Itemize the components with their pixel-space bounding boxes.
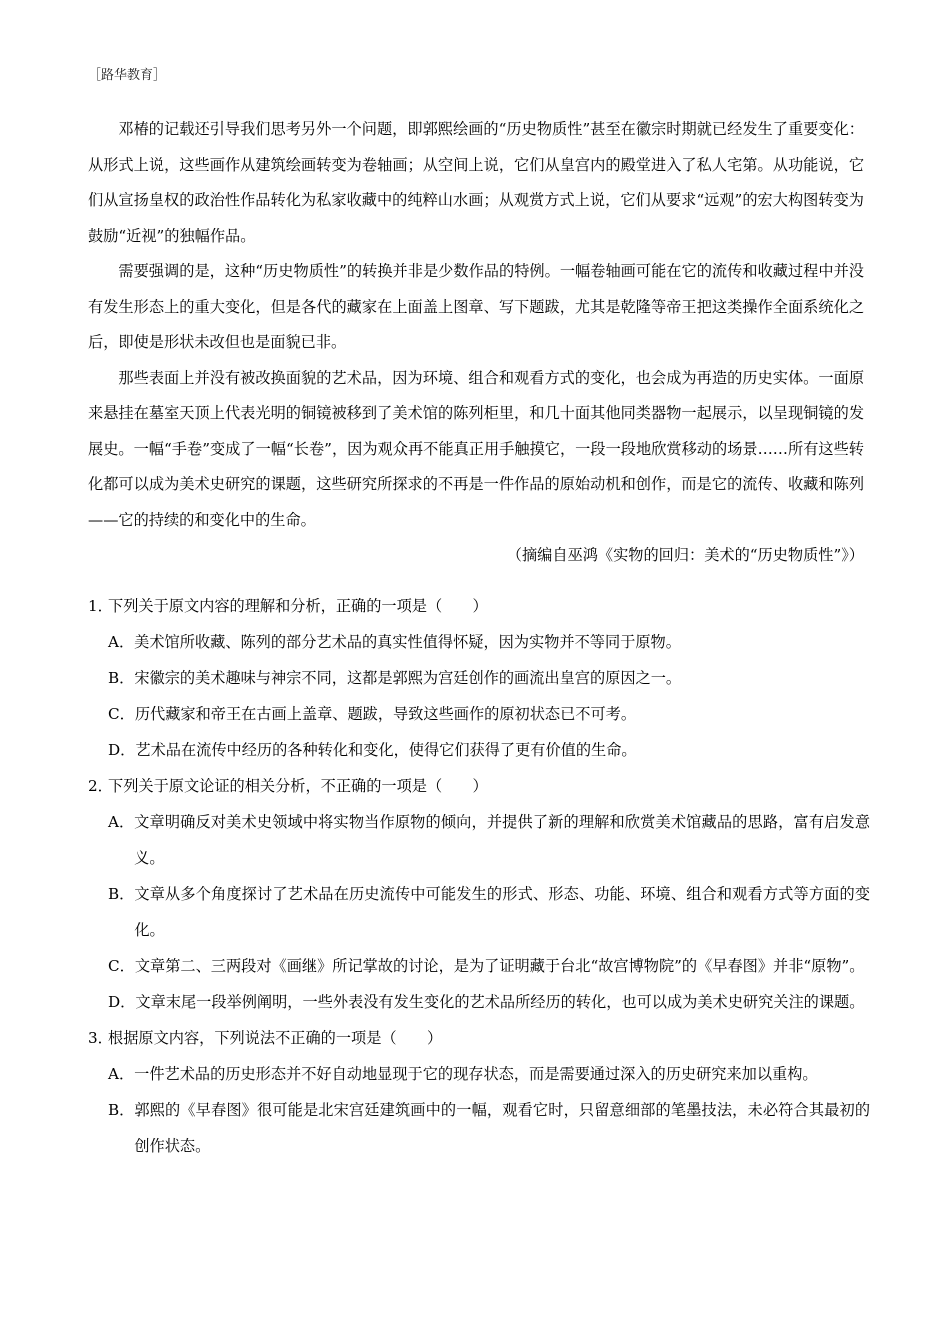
question-3 [88,1020,870,1164]
option-letter: D． [108,993,136,1011]
option-b [88,876,870,948]
option-text: 一件艺术品的历史形态并不好自动地显现于它的现存状态，而是需要通过深入的历史研究来加以重构。 [134,1065,818,1083]
header-tag: ［路华教育］ [88,68,167,83]
option-text: 文章从多个角度探讨了艺术品在历史流传中可能发生的形式、形态、功能、环境、组合和观看方式等方面的变化。 [134,885,870,939]
option-text: 文章末尾一段举例阐明，一些外表没有发生变化的艺术品所经历的转化，也可以成为美术史研究关注的课题。 [135,993,865,1011]
option-text: 艺术品在流传中经历的各种转化和变化，使得它们获得了更有价值的生命。 [135,741,637,759]
question-stem [88,1020,870,1056]
option-d [88,732,870,768]
option-a [88,1056,870,1092]
option-letter: B． [108,885,135,903]
passage-paragraph-2: 需要强调的是，这种“历史物质性”的转换并非是少数作品的特例。一幅卷轴画可能在它的流传和收藏过程中并没有发生形态上的重大变化，但是各代的藏家在上面盖上图章、写下题跋，尤其是乾隆等帝王把这类操作全面系统化之后，即使是形状未改但也是面貌已非。 [88,262,864,351]
option-text: 历代藏家和帝王在古画上盖章、题跋，导致这些画作的原初状态已不可考。 [134,705,636,723]
option-b [88,660,870,696]
question-text: 下列关于原文内容的理解和分析，正确的一项是（ ） [108,597,488,615]
option-letter: B． [108,669,135,687]
option-text: 文章第二、三两段对《画继》所记掌故的讨论，是为了证明藏于台北“故宫博物院”的《早春图》并非“原物”。 [134,957,865,975]
passage-source: （摘编自巫鸿《实物的回归：美术的“历史物质性”》） [506,546,864,564]
question-text: 下列关于原文论证的相关分析，不正确的一项是（ ） [108,777,488,795]
option-d [88,984,870,1020]
question-2 [88,768,870,1020]
question-text: 根据原文内容，下列说法不正确的一项是（ ） [108,1029,443,1047]
option-letter: D． [108,741,136,759]
passage-paragraph-1: 邓椿的记载还引导我们思考另外一个问题，即郭熙绘画的“历史物质性”甚至在徽宗时期就已经发生了重要变化：从形式上说，这些画作从建筑绘画转变为卷轴画；从空间上说，它们从皇宫内的殿堂进入了私人宅第。从功能说，它们从宣扬皇权的政治性作品转化为私家收藏中的纯粹山水画；从观赏方式上说，它们从要求“远观”的宏大构图转变为鼓励“近视”的独幅作品。 [88,120,864,245]
option-text: 郭熙的《早春图》很可能是北宋宫廷建筑画中的一幅，观看它时，只留意细部的笔墨技法，未必符合其最初的创作状态。 [134,1101,870,1155]
option-a [88,624,870,660]
option-b [88,1092,870,1164]
passage [88,112,864,574]
option-c [88,696,870,732]
option-letter: C． [108,705,135,723]
question-number: 1． [88,597,113,615]
question-stem [88,768,870,804]
option-letter: A． [108,1065,135,1083]
option-a [88,804,870,876]
option-c [88,948,870,984]
option-text: 美术馆所收藏、陈列的部分艺术品的真实性值得怀疑，因为实物并不等同于原物。 [134,633,681,651]
option-letter: B． [108,1101,135,1119]
passage-paragraph-3: 那些表面上并没有被改换面貌的艺术品，因为环境、组合和观看方式的变化，也会成为再造的历史实体。一面原来悬挂在墓室天顶上代表光明的铜镜被移到了美术馆的陈列柜里，和几十面其他同类器物一起展示，以呈现铜镜的发展史。一幅“手卷”变成了一幅“长卷”，因为观众再不能真正用手触摸它，一段一段地欣赏移动的场景……所有这些转化都可以成为美术史研究的课题，这些研究所探求的不再是一件作品的原始动机和创作，而是它的流传、收藏和陈列——它的持续的和变化中的生命。 [88,368,864,529]
option-letter: C． [108,957,135,975]
option-letter: A． [108,813,135,831]
question-1 [88,588,870,768]
option-text: 宋徽宗的美术趣味与神宗不同，这都是郭熙为宫廷创作的画流出皇宫的原因之一。 [134,669,682,687]
question-number: 3． [88,1029,113,1047]
questions [88,588,870,1164]
option-letter: A． [108,633,135,651]
question-stem [88,588,870,624]
option-text: 文章明确反对美术史领域中将实物当作原物的倾向，并提供了新的理解和欣赏美术馆藏品的思路，富有启发意义。 [134,813,870,867]
question-number: 2． [88,777,113,795]
